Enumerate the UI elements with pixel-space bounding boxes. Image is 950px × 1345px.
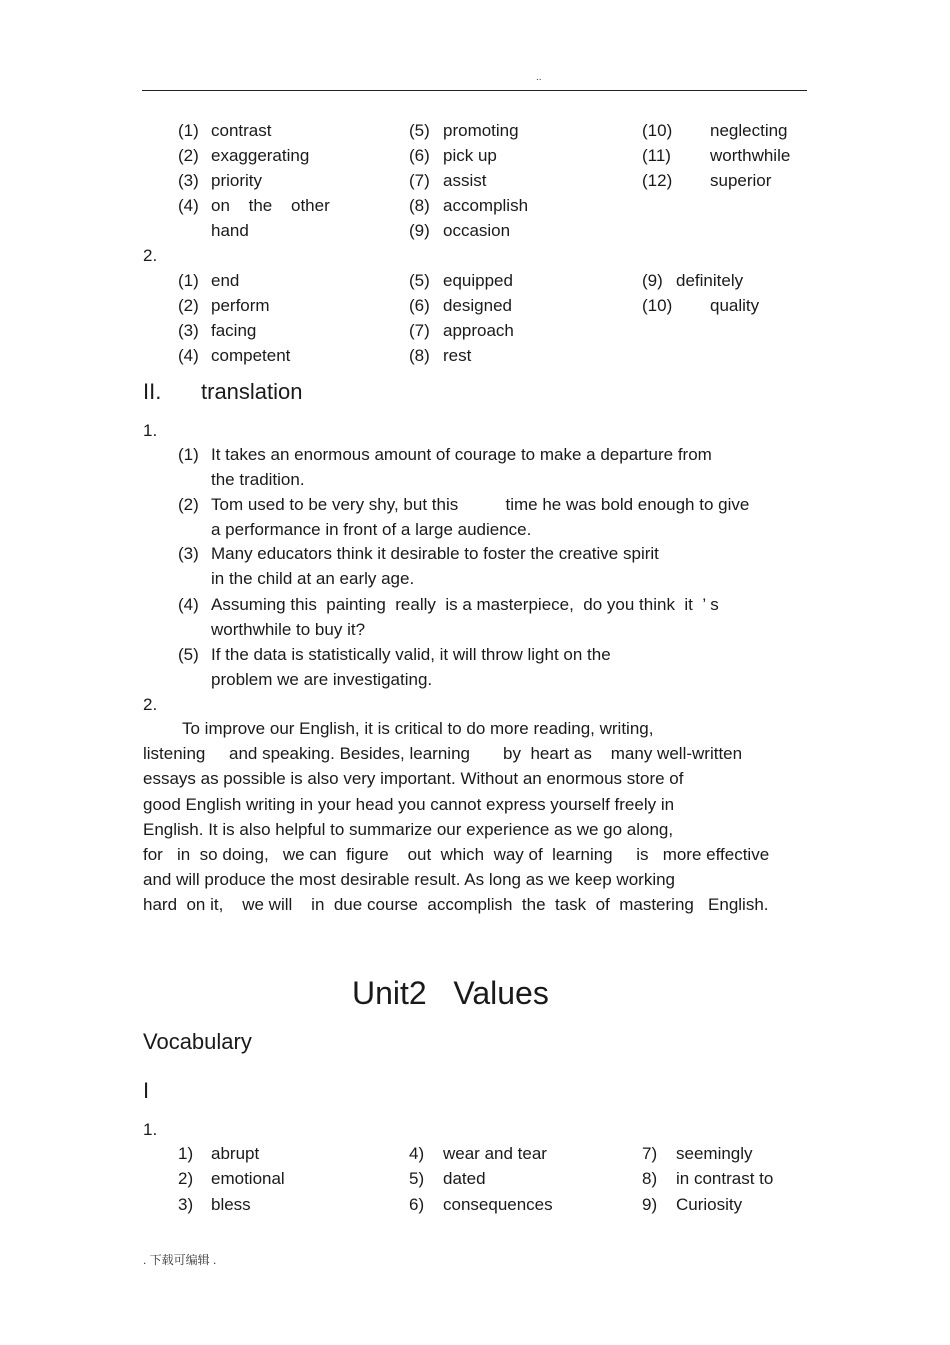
footer-note: . 下载可编辑 .: [143, 1253, 217, 1267]
sentence-line: It takes an enormous amount of courage to make a departure from: [211, 445, 712, 464]
list-word: occasion: [443, 221, 511, 240]
list-word: contrast: [211, 121, 272, 140]
list-number: (7): [409, 321, 430, 340]
list-number: (1): [178, 121, 199, 140]
list-word-continued: hand: [211, 221, 249, 240]
sentence-line: Assuming this painting really is a masterpiece, do you think it ’ s: [211, 595, 719, 614]
sentence-line: Tom used to be very shy, but this time he was bold enough to give: [211, 495, 750, 514]
list-word: facing: [211, 321, 257, 340]
header-rule: [142, 90, 807, 91]
sentence-line: worthwhile to buy it?: [211, 620, 366, 639]
list-word: Curiosity: [676, 1195, 743, 1214]
list-number: 9): [642, 1195, 658, 1214]
list-number: 7): [642, 1144, 658, 1163]
list-number: (10): [642, 121, 673, 140]
paragraph-line: for in so doing, we can figure out which way of learning is more effective: [143, 845, 770, 864]
list-number: (8): [409, 196, 430, 215]
sentence-line: the tradition.: [211, 470, 305, 489]
section-heading: translation: [201, 379, 303, 404]
paragraph-line: good English writing in your head you cannot express yourself freely in: [143, 795, 675, 814]
list-word: end: [211, 271, 240, 290]
list-number: (5): [409, 121, 430, 140]
list-word: competent: [211, 346, 291, 365]
list-word: bless: [211, 1195, 251, 1214]
paragraph-line: To improve our English, it is critical to do more reading, writing,: [182, 719, 654, 738]
list-number: (5): [178, 645, 199, 664]
roman-numeral-heading: I: [143, 1078, 150, 1103]
list-word: quality: [710, 296, 760, 315]
list-number: (6): [409, 296, 430, 315]
header-mark: ..: [536, 72, 542, 83]
list-number: (10): [642, 296, 673, 315]
sentence-line: in the child at an early age.: [211, 569, 415, 588]
list-number: (2): [178, 495, 199, 514]
section2-label: 2.: [143, 246, 158, 265]
list-number: (8): [409, 346, 430, 365]
list-word: perform: [211, 296, 270, 315]
list-number: 4): [409, 1144, 425, 1163]
list-word: promoting: [443, 121, 519, 140]
section-heading-number: II.: [143, 379, 162, 404]
list-word: on the other: [211, 196, 330, 215]
list-number: 3): [178, 1195, 194, 1214]
list-number: (2): [178, 146, 199, 165]
list-word: approach: [443, 321, 514, 340]
list-number: 8): [642, 1169, 658, 1188]
list-number: (1): [178, 271, 199, 290]
list-word: accomplish: [443, 196, 529, 215]
list-word: exaggerating: [211, 146, 310, 165]
list-number: 2): [178, 1169, 194, 1188]
sentence-line: a performance in front of a large audience.: [211, 520, 532, 539]
list-word: rest: [443, 346, 472, 365]
part-label: 1.: [143, 1120, 158, 1139]
list-word: designed: [443, 296, 513, 315]
part-label: 2.: [143, 695, 158, 714]
list-number: (7): [409, 171, 430, 190]
list-number: (4): [178, 196, 199, 215]
unit-title: Unit2 Values: [352, 975, 549, 1011]
part-label: 1.: [143, 421, 158, 440]
sentence-line: problem we are investigating.: [211, 670, 433, 689]
list-word: equipped: [443, 271, 513, 290]
paragraph-line: essays as possible is also very important. Without an enormous store of: [143, 769, 684, 788]
paragraph-line: English. It is also helpful to summarize our experience as we go along,: [143, 820, 674, 839]
list-word: assist: [443, 171, 487, 190]
list-number: (3): [178, 171, 199, 190]
list-word: dated: [443, 1169, 486, 1188]
list-word: definitely: [676, 271, 744, 290]
list-number: (3): [178, 321, 199, 340]
list-word: wear and tear: [443, 1144, 547, 1163]
list-word: seemingly: [676, 1144, 753, 1163]
list-number: 6): [409, 1195, 425, 1214]
list-word: in contrast to: [676, 1169, 774, 1188]
sentence-line: Many educators think it desirable to foster the creative spirit: [211, 544, 659, 563]
paragraph-line: listening and speaking. Besides, learning by heart as many well-written: [143, 744, 743, 763]
list-number: (2): [178, 296, 199, 315]
list-word: neglecting: [710, 121, 788, 140]
list-number: (3): [178, 544, 199, 563]
list-number: 1): [178, 1144, 194, 1163]
list-number: (5): [409, 271, 430, 290]
list-number: (9): [409, 221, 430, 240]
list-word: pick up: [443, 146, 497, 165]
list-number: (9): [642, 271, 663, 290]
list-word: superior: [710, 171, 772, 190]
list-number: (1): [178, 445, 199, 464]
list-word: worthwhile: [710, 146, 791, 165]
list-number: (11): [642, 146, 671, 165]
list-number: (12): [642, 171, 673, 190]
list-number: 5): [409, 1169, 425, 1188]
paragraph-line: and will produce the most desirable result. As long as we keep working: [143, 870, 676, 889]
list-number: (4): [178, 595, 199, 614]
list-word: abrupt: [211, 1144, 260, 1163]
paragraph-line: hard on it, we will in due course accomplish the task of mastering English.: [143, 895, 769, 914]
list-word: priority: [211, 171, 263, 190]
list-number: (6): [409, 146, 430, 165]
vocabulary-heading: Vocabulary: [143, 1029, 252, 1054]
list-word: emotional: [211, 1169, 285, 1188]
sentence-line: If the data is statistically valid, it will throw light on the: [211, 645, 611, 664]
list-number: (4): [178, 346, 199, 365]
list-word: consequences: [443, 1195, 553, 1214]
